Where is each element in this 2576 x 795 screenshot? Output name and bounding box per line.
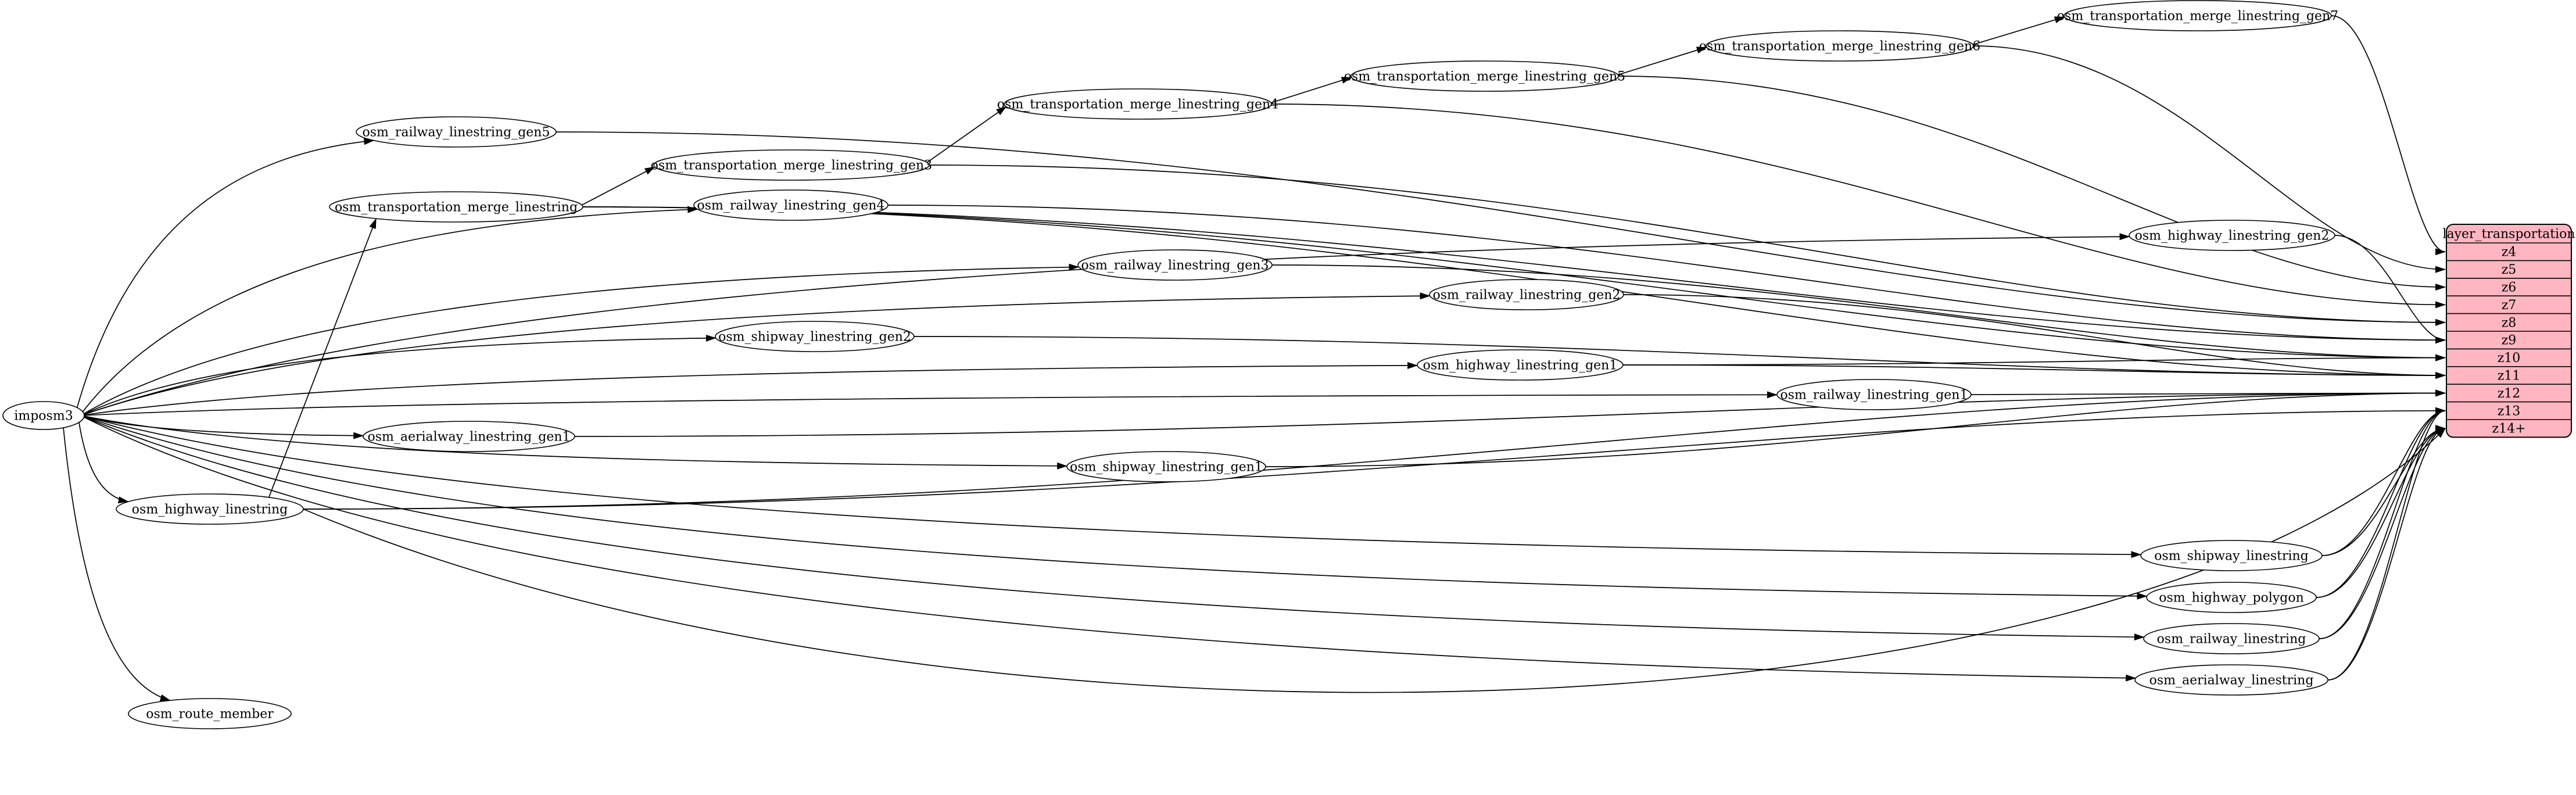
node-osm_transportation_merge_linestring_gen4 xyxy=(997,89,1278,119)
node-label-osm_railway_linestring_gen4: osm_railway_linestring_gen4 xyxy=(697,198,885,213)
edge-osm_railway_linestring_gen3-to-z10 xyxy=(1272,265,2445,358)
node-label-osm_highway_linestring: osm_highway_linestring xyxy=(131,502,288,517)
edge-imposm3-to-osm_aerialway_linestring_gen1 xyxy=(84,416,363,436)
node-label-osm_highway_polygon: osm_highway_polygon xyxy=(2159,590,2304,606)
edge-osm_transportation_merge_linestring_gen5-to-osm_transportation_merge_linestring_gen6 xyxy=(1618,47,1707,75)
node-label-imposm3: imposm3 xyxy=(14,409,73,424)
edge-osm_railway_linestring-to-z14+ xyxy=(2319,428,2445,639)
edge-osm_highway_linestring_gen2-to-z9 xyxy=(2335,235,2445,340)
edge-osm_aerialway_linestring-to-z13 xyxy=(2328,411,2445,680)
node-label-osm_railway_linestring_gen3: osm_railway_linestring_gen3 xyxy=(1081,258,1269,273)
node-osm_route_member xyxy=(128,699,291,729)
node-label-osm_highway_linestring_gen1: osm_highway_linestring_gen1 xyxy=(1423,358,1618,373)
node-osm_highway_linestring xyxy=(116,494,303,524)
node-osm_railway_linestring_gen2 xyxy=(1429,280,1624,310)
edge-osm_shipway_linestring-to-z14+ xyxy=(2322,428,2445,556)
edge-osm_transportation_merge_linestring_gen3-to-osm_transportation_merge_linestring_gen4 xyxy=(927,107,1006,163)
table-row-z4: z4 xyxy=(2501,245,2517,260)
edge-imposm3-to-osm_railway_linestring xyxy=(84,417,2144,637)
table-row-z11: z11 xyxy=(2497,368,2521,384)
node-label-osm_railway_linestring_gen2: osm_railway_linestring_gen2 xyxy=(1432,288,1621,303)
node-label-osm_railway_linestring: osm_railway_linestring xyxy=(2156,632,2306,647)
edge-imposm3-to-osm_railway_linestring_gen4 xyxy=(83,209,697,411)
edge-osm_transportation_merge_linestring_gen4-to-z7 xyxy=(1271,104,2445,305)
table-row-z12: z12 xyxy=(2497,386,2521,401)
edge-imposm3-to-osm_highway_linestring_gen1 xyxy=(84,366,1417,415)
edge-osm_highway_polygon-to-z14+ xyxy=(2316,428,2445,597)
node-imposm3 xyxy=(3,402,84,429)
table-row-z6: z6 xyxy=(2501,280,2517,295)
edge-osm_transportation_merge_linestring-to-osm_transportation_merge_linestring_gen3 xyxy=(582,167,655,205)
node-label-osm_route_member: osm_route_member xyxy=(146,707,274,722)
table-layer xyxy=(2442,224,2575,437)
node-osm_transportation_merge_linestring xyxy=(329,192,583,222)
node-label-osm_transportation_merge_linestring_gen6: osm_transportation_merge_linestring_gen6 xyxy=(1699,39,1981,54)
node-label-osm_railway_linestring_gen5: osm_railway_linestring_gen5 xyxy=(362,125,550,140)
edge-imposm3-to-osm_shipway_linestring_gen1 xyxy=(84,416,1067,466)
node-osm_shipway_linestring_gen2 xyxy=(715,321,914,352)
edge-osm_highway_linestring-to-osm_transportation_merge_linestring xyxy=(269,219,376,497)
node-label-osm_transportation_merge_linestring_gen5: osm_transportation_merge_linestring_gen5 xyxy=(1343,69,1626,84)
edge-imposm3-to-osm_railway_linestring_gen1 xyxy=(84,395,1777,415)
table-row-z14+: z14+ xyxy=(2492,421,2526,436)
node-label-osm_transportation_merge_linestring_gen4: osm_transportation_merge_linestring_gen4 xyxy=(997,97,1279,112)
node-osm_transportation_merge_linestring_gen7 xyxy=(2057,1,2338,31)
table-row-z7: z7 xyxy=(2501,298,2517,313)
node-osm_railway_linestring xyxy=(2144,624,2319,654)
node-osm_aerialway_linestring_gen1 xyxy=(363,421,575,452)
node-osm_shipway_linestring xyxy=(2141,540,2322,571)
node-label-osm_shipway_linestring_gen2: osm_shipway_linestring_gen2 xyxy=(718,330,911,345)
edge-osm_highway_linestring-to-z13 xyxy=(303,411,2445,509)
edge-osm_highway_linestring-to-z14+ xyxy=(303,428,2445,692)
table-row-z9: z9 xyxy=(2501,333,2517,348)
node-osm_transportation_merge_linestring_gen6 xyxy=(1699,31,1980,61)
node-osm_railway_linestring_gen1 xyxy=(1777,379,1971,410)
node-label-osm_transportation_merge_linestring_gen7: osm_transportation_merge_linestring_gen7 xyxy=(2056,9,2339,24)
node-osm_railway_linestring_gen5 xyxy=(356,117,556,147)
edge-osm_highway_linestring_gen1-to-z10 xyxy=(1623,358,2445,365)
node-label-osm_highway_linestring_gen2: osm_highway_linestring_gen2 xyxy=(2134,228,2330,243)
table-row-z13: z13 xyxy=(2497,404,2521,419)
node-label-osm_aerialway_linestring: osm_aerialway_linestring xyxy=(2149,673,2314,688)
table-row-z5: z5 xyxy=(2501,263,2517,278)
node-label-osm_shipway_linestring: osm_shipway_linestring xyxy=(2154,549,2309,564)
node-osm_transportation_merge_linestring_gen3 xyxy=(651,150,932,180)
edge-imposm3-to-osm_shipway_linestring_gen2 xyxy=(84,338,716,414)
edge-osm_transportation_merge_linestring_gen7-to-z4 xyxy=(2331,16,2445,252)
node-label-osm_aerialway_linestring_gen1: osm_aerialway_linestring_gen1 xyxy=(367,429,571,445)
table-row-z10: z10 xyxy=(2497,351,2521,366)
edge-osm_aerialway_linestring-to-z14+ xyxy=(2328,428,2445,680)
node-osm_highway_linestring_gen2 xyxy=(2129,220,2335,250)
layer-table-title: layer_transportation xyxy=(2442,227,2575,242)
node-osm_aerialway_linestring xyxy=(2135,665,2328,695)
edge-imposm3-to-osm_railway_linestring_gen3 xyxy=(84,267,1079,413)
node-label-osm_railway_linestring_gen1: osm_railway_linestring_gen1 xyxy=(1780,388,1968,403)
edge-osm_transportation_merge_linestring_gen5-to-z6 xyxy=(1618,76,2445,287)
edge-imposm3-to-osm_railway_linestring_gen5 xyxy=(77,141,374,408)
node-osm_railway_linestring_gen3 xyxy=(1078,250,1272,280)
node-label-osm_transportation_merge_linestring: osm_transportation_merge_linestring xyxy=(334,200,578,215)
node-osm_railway_linestring_gen4 xyxy=(694,190,888,220)
edge-osm_transportation_merge_linestring_gen4-to-osm_transportation_merge_linestring_gen5 xyxy=(1271,77,1351,103)
node-osm_highway_polygon xyxy=(2147,582,2316,613)
node-osm_transportation_merge_linestring_gen5 xyxy=(1344,61,1625,91)
edge-osm_transportation_merge_linestring_gen6-to-osm_transportation_merge_linestring_gen7 xyxy=(1973,17,2065,45)
edge-imposm3-to-osm_route_member xyxy=(63,428,170,700)
edge-osm_railway_linestring_gen2-to-z11 xyxy=(1624,295,2445,375)
node-osm_shipway_linestring_gen1 xyxy=(1067,452,1266,482)
node-osm_highway_linestring_gen1 xyxy=(1417,350,1623,380)
node-label-osm_transportation_merge_linestring_gen3: osm_transportation_merge_linestring_gen3 xyxy=(650,158,933,173)
table-row-z8: z8 xyxy=(2501,316,2517,331)
node-label-osm_shipway_linestring_gen1: osm_shipway_linestring_gen1 xyxy=(1070,460,1263,475)
